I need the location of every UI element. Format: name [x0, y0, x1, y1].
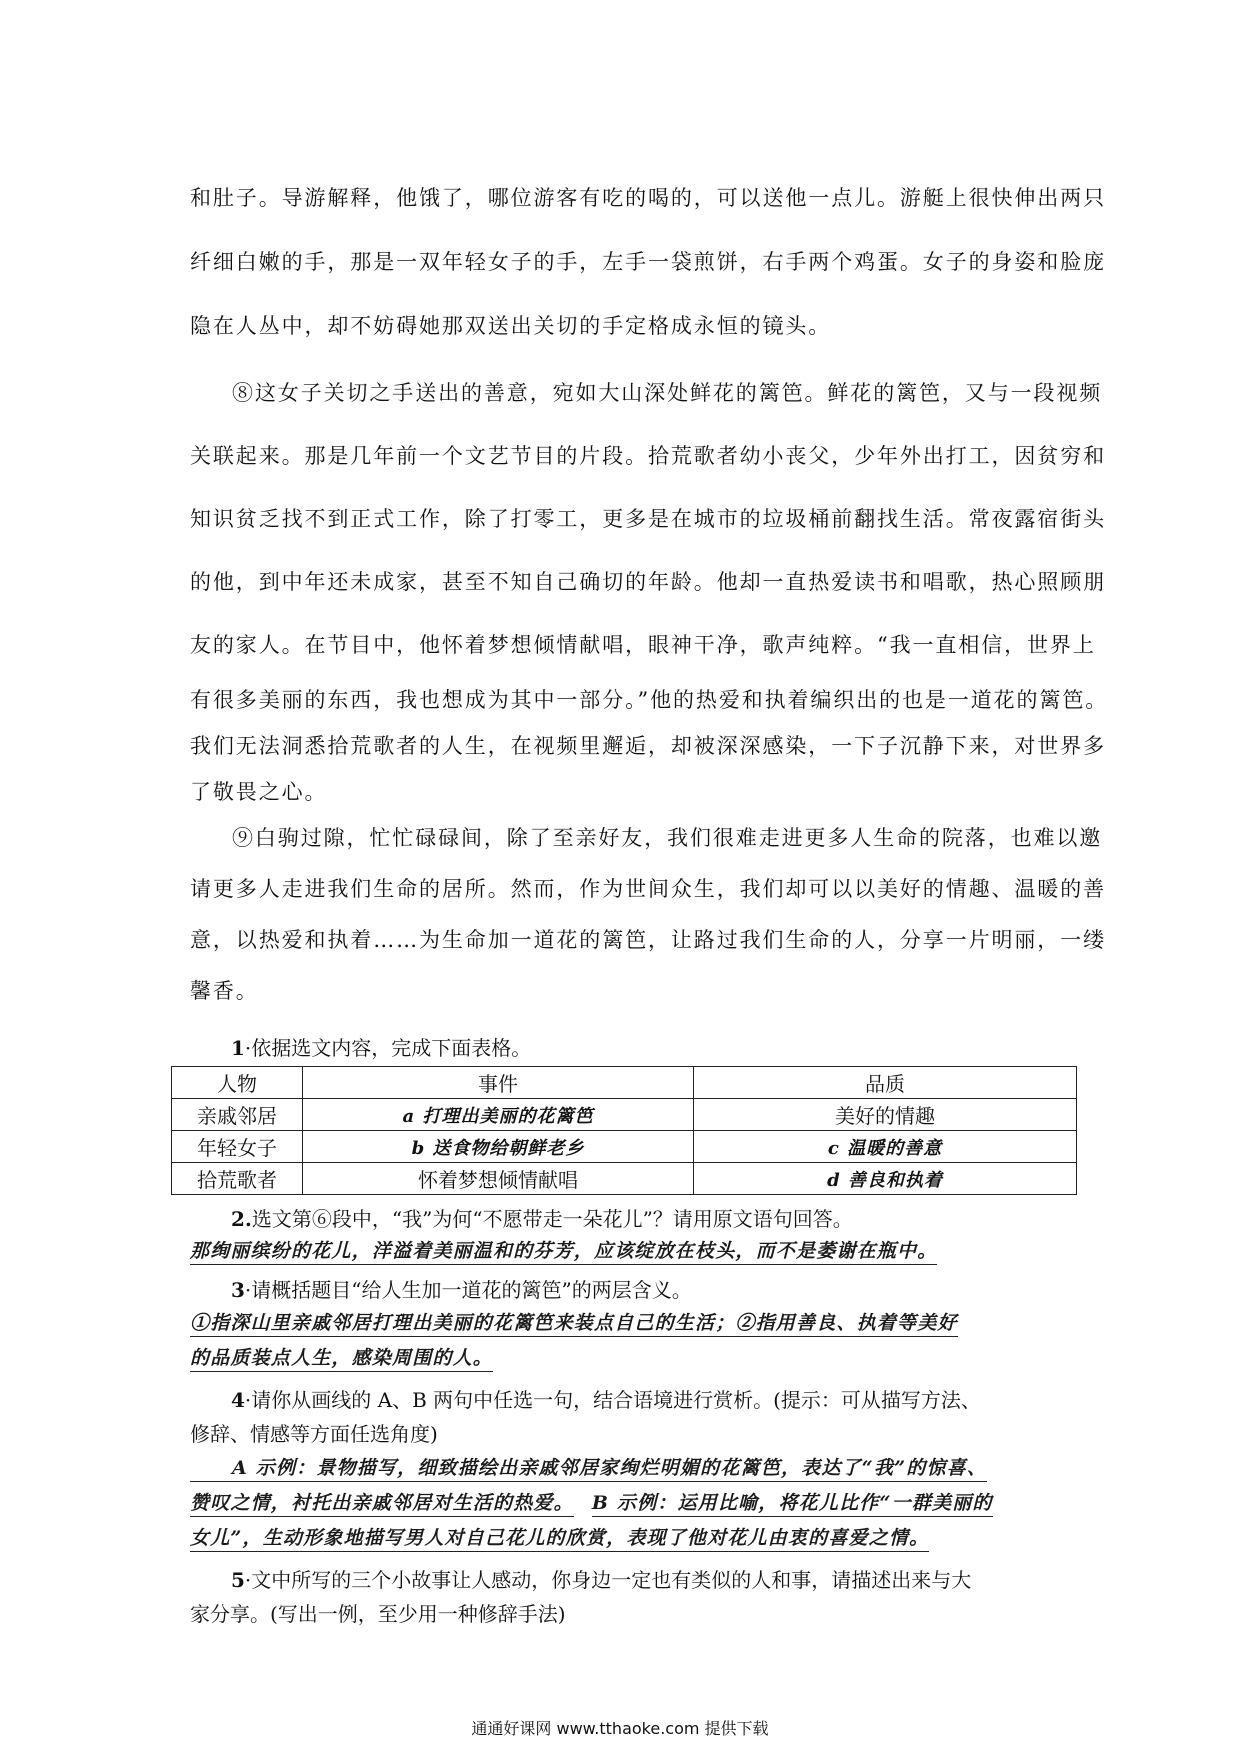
table-cell-answer: b 送食物给朝鲜老乡 — [303, 1131, 694, 1163]
text-line: 馨香。 — [190, 979, 259, 1003]
table-row — [172, 1099, 1077, 1131]
answer-table — [171, 1066, 1077, 1195]
answer-text: 女儿”，生动形象地描写男人对自己花儿的欣赏，表现了他对花儿由衷的喜爱之情。 — [190, 1525, 929, 1552]
question-number: 3 — [231, 1278, 245, 1302]
table-cell-answer: a 打理出美丽的花篱笆 — [303, 1099, 694, 1131]
table-cell-answer: d 善良和执着 — [694, 1163, 1077, 1195]
text-line: ⑧这女子关切之手送出的善意，宛如大山深处鲜花的篱笆。鲜花的篱笆，又与一段视频 — [232, 381, 1103, 405]
answer-text: ①指深山里亲戚邻居打理出美丽的花篱笆来装点自己的生活；②指用善良、执着等美好 — [190, 1310, 958, 1337]
table-cell: 亲戚邻居 — [172, 1099, 303, 1131]
table-cell: 年轻女子 — [172, 1131, 303, 1163]
passage-paragraph-8 — [190, 362, 1109, 815]
table-cell: 怀着梦想倾情献唱 — [303, 1163, 694, 1195]
table-header-cell: 事件 — [303, 1067, 694, 1099]
table-cell: 拾荒歌者 — [172, 1163, 303, 1195]
table-row — [172, 1131, 1077, 1163]
answer-4 — [190, 1455, 1070, 1552]
text-line: 友的家人。在节目中，他怀着梦想倾情献唱，眼神干净，歌声纯粹。“我一直相信，世界上 — [190, 633, 1096, 657]
text-line: 的他，到中年还未成家，甚至不知自己确切的年龄。他却一直热爱读书和唱歌，热心照顾朋 — [190, 570, 1106, 594]
text-line: 关联起来。那是几年前一个文艺节目的片段。拾荒歌者幼小丧父，少年外出打工，因贫穷和 — [190, 444, 1106, 468]
question-number: 4 — [231, 1388, 245, 1412]
question-text: 选文第⑥段中，“我”为何“不愿带走一朵花儿”？请用原文语句回答。 — [251, 1207, 853, 1231]
question-5-cont — [190, 1598, 1080, 1627]
question-4-cont — [190, 1418, 1080, 1447]
answer-text: B 示例：运用比喻，将花儿比作“一群美丽的 — [592, 1490, 993, 1517]
question-2 — [231, 1203, 1121, 1232]
answer-text: 的品质装点人生，感染周围的人。 — [190, 1345, 493, 1372]
table-header-cell: 人物 — [172, 1067, 303, 1099]
question-number: 1 — [231, 1036, 245, 1060]
answer-text: 那绚丽缤纷的花儿，洋溢着美丽温和的芬芳，应该绽放在枝头，而不是萎谢在瓶中。 — [190, 1238, 937, 1265]
answer-2 — [190, 1238, 1070, 1265]
text-line: 意，以热爱和执着……为生命加一道花的篱笆，让路过我们生命的人，分享一片明丽，一缕 — [190, 928, 1106, 952]
text-line: 知识贫乏找不到正式工作，除了打零工，更多是在城市的垃圾桶前翻找生活。常夜露宿街头 — [190, 507, 1106, 531]
text-line: 我们无法洞悉拾荒歌者的人生，在视频里邂逅，却被深深感染，一下子沉静下来，对世界多 — [190, 734, 1106, 758]
answer-3 — [190, 1310, 1070, 1372]
table-row — [172, 1163, 1077, 1195]
text-line: 隐在人丛中，却不妨碍她那双送出关切的手定格成永恒的镜头。 — [190, 314, 832, 338]
table-header-row — [172, 1067, 1077, 1099]
text-line: 和肚子。导游解释，他饿了，哪位游客有吃的喝的，可以送他一点儿。游艇上很快伸出两只 — [190, 186, 1106, 210]
question-number: 2. — [231, 1207, 252, 1231]
question-text: ·请你从画线的 A、B 两句中任选一句，结合语境进行赏析。(提示：可从描写方法、 — [244, 1388, 981, 1412]
text-line: 了敬畏之心。 — [190, 780, 328, 804]
question-text: ·文中所写的三个小故事让人感动，你身边一定也有类似的人和事，请描述出来与大 — [244, 1568, 972, 1592]
question-3 — [231, 1274, 1121, 1303]
question-text: 修辞、情感等方面任选角度) — [190, 1422, 438, 1446]
text-line: 请更多人走进我们生命的居所。然而，作为世间众生，我们却可以以美好的情趣、温暖的善 — [190, 877, 1106, 901]
question-text: ·请概括题目“给人生加一道花的篱笆”的两层含义。 — [244, 1278, 692, 1302]
passage-paragraph-9 — [190, 813, 1106, 1017]
answer-text: 赞叹之情，衬托出亲戚邻居对生活的热爱。 — [190, 1490, 574, 1517]
text-line: ⑨白驹过隙，忙忙碌碌间，除了至亲好友，我们很难走进更多人生命的院落，也难以邀 — [232, 826, 1103, 850]
passage-paragraph-7-tail — [190, 166, 1106, 358]
question-4 — [231, 1384, 1121, 1413]
table-header-cell: 品质 — [694, 1067, 1077, 1099]
answer-text: A 示例：景物描写，细致描绘出亲戚邻居家绚烂明媚的花篱笆，表达了“我”的惊喜、 — [190, 1455, 987, 1482]
text-line: 有很多美丽的东西，我也想成为其中一部分。”他的热爱和执着编织出的也是一道花的篱笆。 — [190, 688, 1109, 712]
question-text: ·依据选文内容，完成下面表格。 — [244, 1036, 532, 1060]
question-number: 5 — [231, 1568, 245, 1592]
question-text: 家分享。(写出一例，至少用一种修辞手法) — [190, 1602, 566, 1626]
table-cell: 美好的情趣 — [694, 1099, 1077, 1131]
page-footer: 通通好课网 www.tthaoke.com 提供下载 — [471, 1719, 769, 1738]
question-5 — [231, 1564, 1121, 1593]
text-line: 纤细白嫩的手，那是一双年轻女子的手，左手一袋煎饼，右手两个鸡蛋。女子的身姿和脸庞 — [190, 250, 1106, 274]
question-1 — [231, 1032, 1121, 1061]
table-cell-answer: c 温暖的善意 — [694, 1131, 1077, 1163]
